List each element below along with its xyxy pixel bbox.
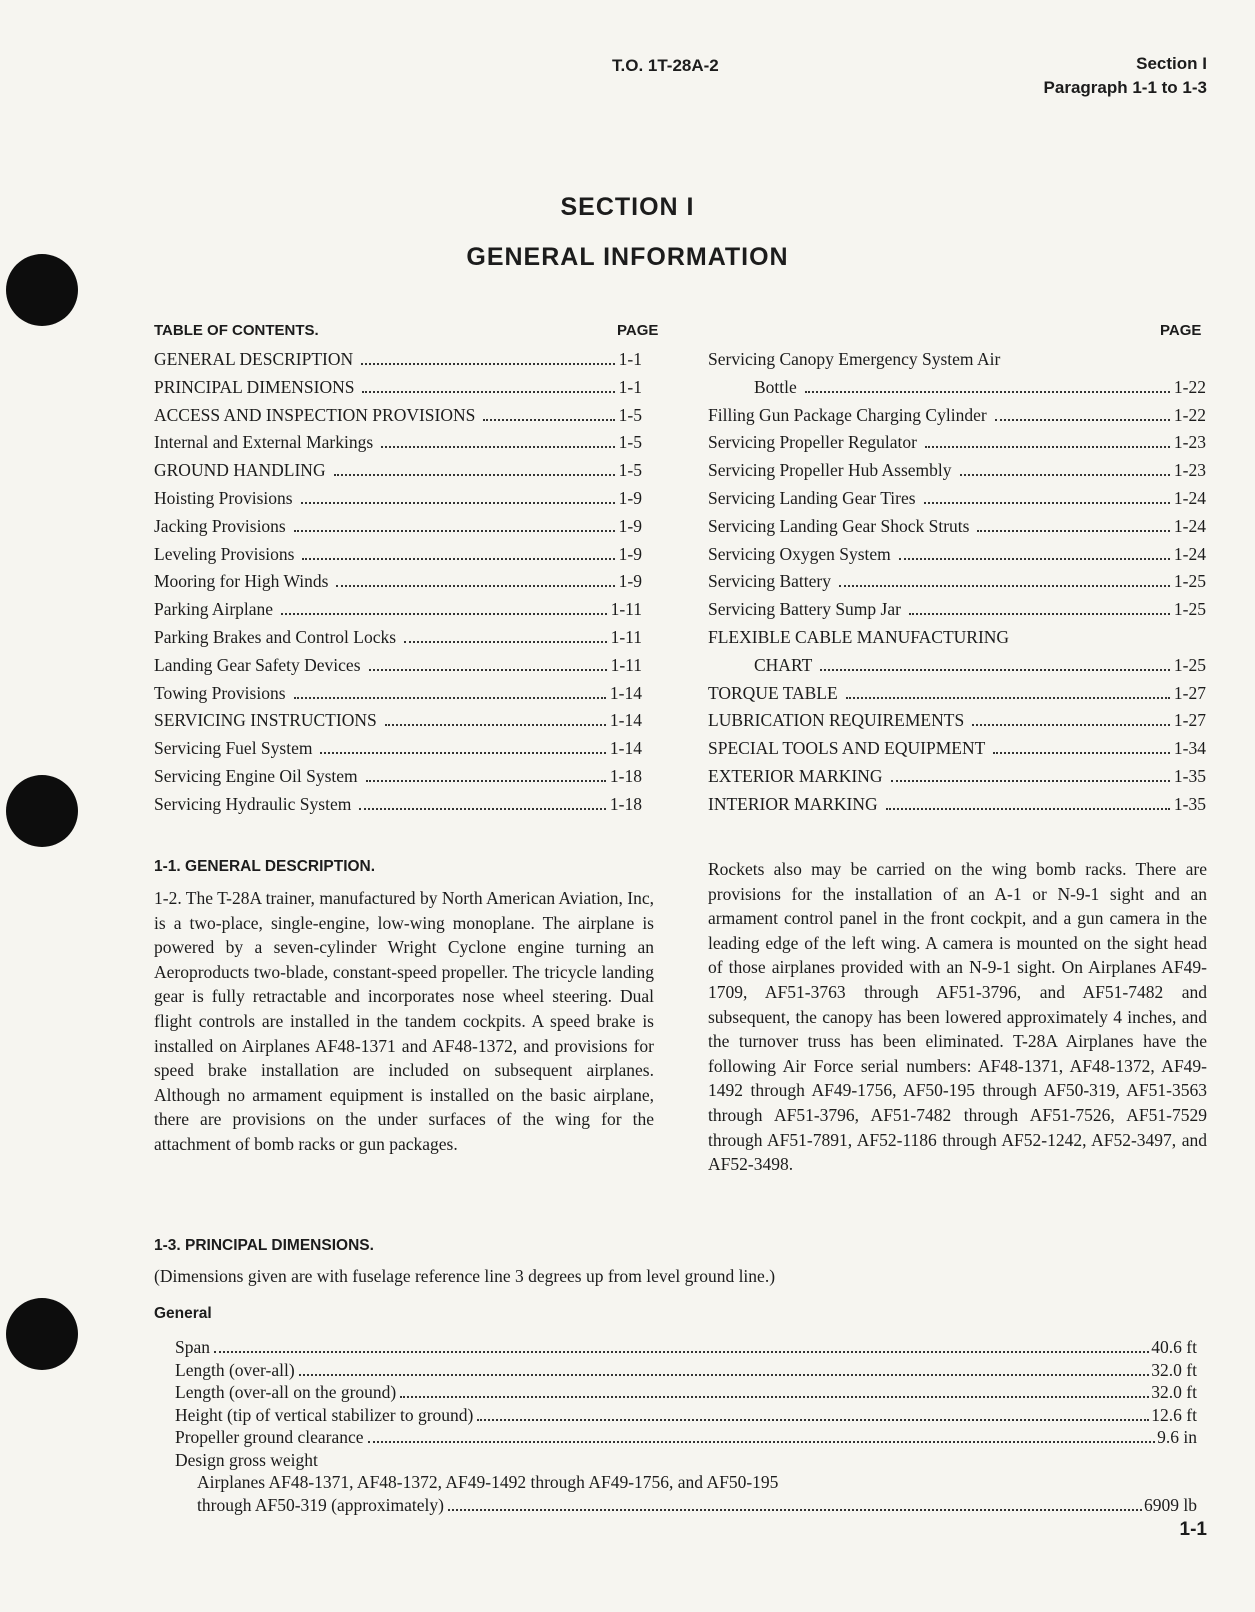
section-subtitle: GENERAL INFORMATION [466, 243, 789, 271]
dimension-value: 9.6 in [1157, 1427, 1197, 1447]
toc-entry-label: ACCESS AND INSPECTION PROVISIONS [154, 404, 476, 425]
binder-hole-bottom [6, 1298, 78, 1370]
dimensions-note: (Dimensions given are with fuselage reference line 3 degrees up from level ground line.) [154, 1266, 776, 1286]
dot-leader [972, 724, 1170, 726]
toc-entry-page: 1-27 [1173, 710, 1206, 731]
dimension-label: Height (tip of vertical stabilizer to ground) [175, 1404, 474, 1425]
toc-entry-label: Jacking Provisions [154, 515, 286, 536]
toc-entry-page: 1-25 [1173, 599, 1206, 620]
toc-entry-label: Internal and External Markings [154, 432, 374, 453]
toc-entry-page: 1-14 [609, 738, 642, 759]
toc-entry-label: Filling Gun Package Charging Cylinder [708, 404, 987, 425]
dot-leader [320, 752, 605, 754]
toc-heading: TABLE OF CONTENTS. [154, 322, 319, 339]
toc-entry-row [154, 571, 642, 599]
dimension-label: Propeller ground clearance [175, 1427, 364, 1447]
paragraph-1-2-text: 1-2. The T-28A trainer, manufactured by North American Aviation, Inc, is a two-place, single-engine, low-wing monoplane. The airplane is powered by a seven-cylinder Wright Cyclone engine turning an Aeroproducts two-blade, constant-speed propeller. The tricycle landing gear is fully retractable and incorporates nose wheel steering. Dual flight controls are installed in the tandem cockpits. A speed brake is installed on Airplanes AF48-1371 and AF48-1372, and provisions for speed brake installation are included on subsequent airplanes. Although no armament equipment is installed on the basic airplane, there are provisions on the under surfaces of the wing for the attachment of bomb racks or gun packages. [154, 888, 654, 1154]
dot-leader [361, 363, 615, 365]
dot-leader [899, 558, 1170, 560]
toc-entry-page: 1-22 [1173, 376, 1206, 397]
dimension-row [175, 1360, 1197, 1383]
dot-leader [925, 446, 1170, 448]
dot-leader [477, 1419, 1149, 1421]
dimension-value: 32.0 ft [1151, 1382, 1197, 1402]
dot-leader [404, 641, 607, 643]
toc-entry-label: Mooring for High Winds [154, 571, 329, 592]
dimension-value: 6909 lb [1144, 1494, 1197, 1515]
toc-page-label-left: PAGE [617, 322, 659, 339]
toc-entry-page: 1-11 [610, 626, 642, 647]
toc-entry-label: Servicing Oxygen System [708, 543, 891, 564]
toc-entry-label: Towing Provisions [154, 682, 286, 703]
dot-leader [362, 391, 614, 393]
toc-entry-page: 1-1 [618, 376, 642, 397]
paragraph-range: Paragraph 1-1 to 1-3 [1043, 78, 1207, 97]
toc-entry-row [708, 349, 1206, 377]
dot-leader [483, 419, 614, 421]
dot-leader [924, 502, 1170, 504]
toc-entry-label: LUBRICATION REQUIREMENTS [708, 710, 965, 731]
dimension-row [175, 1337, 1197, 1360]
dot-leader [960, 474, 1170, 476]
toc-entry-row [154, 766, 642, 794]
toc-entry-label: Servicing Propeller Regulator [708, 432, 917, 453]
toc-entry-label: SERVICING INSTRUCTIONS [154, 710, 377, 731]
toc-entry-row [154, 460, 642, 488]
dot-leader [448, 1509, 1142, 1511]
toc-entry-page: 1-23 [1173, 432, 1206, 453]
toc-entry-row [154, 488, 642, 516]
toc-entry-page: 1-14 [609, 682, 642, 703]
toc-entry-page: 1-5 [618, 404, 642, 425]
dot-leader [366, 780, 606, 782]
binder-hole-middle [6, 775, 78, 847]
toc-entry-row [154, 794, 642, 822]
toc-entry-page: 1-27 [1173, 682, 1206, 703]
toc-entry-page: 1-9 [618, 543, 642, 564]
toc-entry-label: Servicing Engine Oil System [154, 765, 358, 786]
toc-entry-row [708, 710, 1206, 738]
toc-entry-label: EXTERIOR MARKING [708, 765, 883, 786]
toc-entry-label: Leveling Provisions [154, 543, 295, 564]
dimension-row [175, 1495, 1197, 1518]
toc-entry-row [154, 377, 642, 405]
toc-entry-page: 1-9 [618, 487, 642, 508]
dimensions-list [175, 1337, 1197, 1517]
toc-entry-page: 1-24 [1173, 487, 1206, 508]
toc-left-column [154, 349, 642, 822]
dot-leader [368, 1441, 1156, 1443]
dimension-row [175, 1450, 1197, 1473]
general-subheading: General [154, 1305, 212, 1322]
toc-entry-row [708, 738, 1206, 766]
toc-entry-page: 1-14 [609, 710, 642, 731]
paragraph-1-3-heading: 1-3. PRINCIPAL DIMENSIONS. [154, 1237, 374, 1254]
toc-entry-row [154, 599, 642, 627]
toc-entry-label: Servicing Propeller Hub Assembly [708, 460, 952, 481]
toc-entry-label: Servicing Battery Sump Jar [708, 599, 901, 620]
section-title: SECTION I [560, 193, 695, 221]
dot-leader [400, 1396, 1149, 1398]
toc-entry-label: Servicing Battery [708, 571, 831, 592]
dimension-row [175, 1405, 1197, 1428]
toc-entry-page: 1-22 [1173, 404, 1206, 425]
toc-entry-row [708, 405, 1206, 433]
toc-entry-page: 1-1 [618, 349, 642, 369]
paragraph-1-1-heading: 1-1. GENERAL DESCRIPTION. [154, 858, 376, 875]
toc-entry-label: Servicing Canopy Emergency System Air [708, 349, 1001, 369]
dimension-row [175, 1472, 1197, 1495]
toc-entry-row [708, 571, 1206, 599]
toc-entry-label: CHART [754, 654, 813, 675]
dimension-value: 40.6 ft [1151, 1337, 1197, 1357]
dimension-row [175, 1382, 1197, 1405]
dot-leader [886, 808, 1170, 810]
dimension-value: 12.6 ft [1151, 1404, 1197, 1425]
dot-leader [891, 780, 1170, 782]
doc-number: T.O. 1T-28A-2 [612, 56, 719, 75]
toc-entry-row [154, 683, 642, 711]
dot-leader [846, 697, 1170, 699]
toc-entry-row [708, 460, 1206, 488]
dot-leader [214, 1351, 1149, 1353]
toc-entry-row [708, 683, 1206, 711]
toc-entry-page: 1-24 [1173, 543, 1206, 564]
toc-entry-row [708, 794, 1206, 822]
toc-entry-label: Parking Brakes and Control Locks [154, 626, 397, 647]
dot-leader [336, 585, 614, 587]
dot-leader [820, 669, 1170, 671]
toc-entry-page: 1-23 [1173, 460, 1206, 481]
toc-page-label-right: PAGE [1160, 322, 1202, 339]
toc-entry-page: 1-11 [610, 599, 642, 620]
toc-entry-label: INTERIOR MARKING [708, 793, 878, 814]
toc-entry-row [154, 405, 642, 433]
toc-entry-label: PRINCIPAL DIMENSIONS [154, 376, 355, 397]
dot-leader [385, 724, 606, 726]
dimension-label: Length (over-all on the ground) [175, 1382, 397, 1402]
page-number: 1-1 [1179, 1519, 1207, 1540]
toc-entry-row [708, 488, 1206, 516]
toc-entry-label: Servicing Hydraulic System [154, 793, 352, 814]
toc-entry-row [708, 544, 1206, 572]
section-label: Section I [1136, 54, 1207, 73]
dot-leader [299, 1374, 1150, 1376]
dot-leader [302, 558, 614, 560]
toc-entry-label: Bottle [754, 376, 797, 397]
toc-entry-row [154, 349, 642, 377]
dimension-label: Length (over-all) [175, 1359, 295, 1380]
toc-entry-row [708, 516, 1206, 544]
toc-entry-row [154, 710, 642, 738]
toc-entry-page: 1-5 [618, 460, 642, 481]
dot-leader [993, 752, 1170, 754]
toc-entry-label: GENERAL DESCRIPTION [154, 349, 354, 369]
dot-leader [281, 613, 606, 615]
toc-entry-page: 1-18 [609, 765, 642, 786]
dot-leader [977, 530, 1169, 532]
dot-leader [359, 808, 606, 810]
toc-entry-row [154, 738, 642, 766]
dimension-label: through AF50-319 (approximately) [197, 1494, 444, 1515]
toc-entry-label: Servicing Landing Gear Shock Struts [708, 515, 970, 536]
toc-entry-page: 1-25 [1173, 571, 1206, 592]
toc-entry-page: 1-9 [618, 571, 642, 592]
toc-entry-row [154, 627, 642, 655]
toc-entry-label: TORQUE TABLE [708, 682, 838, 703]
toc-entry-label: FLEXIBLE CABLE MANUFACTURING [708, 626, 1010, 647]
dot-leader [909, 613, 1170, 615]
dot-leader [369, 669, 607, 671]
toc-entry-label: SPECIAL TOOLS AND EQUIPMENT [708, 738, 986, 759]
toc-entry-label: Servicing Fuel System [154, 738, 313, 759]
toc-entry-row [154, 516, 642, 544]
toc-entry-label: Parking Airplane [154, 599, 274, 620]
dimension-label: Airplanes AF48-1371, AF48-1372, AF49-1492 through AF49-1756, and AF50-195 [197, 1472, 779, 1492]
dot-leader [294, 697, 606, 699]
section-header [1044, 52, 1207, 100]
dimension-row [175, 1427, 1197, 1450]
toc-entry-label: GROUND HANDLING [154, 460, 326, 481]
dimension-label: Span [175, 1337, 210, 1357]
toc-entry-page: 1-18 [609, 793, 642, 814]
toc-entry-row [708, 432, 1206, 460]
dot-leader [381, 446, 615, 448]
toc-entry-row [154, 432, 642, 460]
paragraph-1-2-continued-text: Rockets also may be carried on the wing bomb racks. There are provisions for the installation of an A-1 or N-9-1 sight and an armament control panel in the front cockpit, and a gun camera in the leading edge of the left wing. A camera is mounted on the sight head of those airplanes provided with an N-9-1 sight. On Airplanes AF49-1709, AF51-3763 through AF51-3796, and AF51-7482 and subsequent, the canopy has been lowered approximately 4 inches, and the turnover truss has been eliminated. T-28A Airplanes have the following Air Force serial numbers: AF48-1371, AF48-1372, AF49-1492 through AF49-1756, AF50-195 through AF50-319, AF51-3563 through AF51-3796, AF51-7482 through AF51-7526, AF51-7529 through AF51-7891, AF52-1186 through AF52-1242, AF52-3497, and AF52-3498. [708, 859, 1207, 1175]
toc-entry-label: Landing Gear Safety Devices [154, 654, 361, 675]
toc-entry-page: 1-24 [1173, 515, 1206, 536]
toc-entry-row [708, 627, 1206, 655]
toc-entry-row [708, 377, 1206, 405]
toc-entry-page: 1-11 [610, 654, 642, 675]
dot-leader [334, 474, 615, 476]
toc-entry-page: 1-5 [618, 432, 642, 453]
dimension-value: 32.0 ft [1151, 1359, 1197, 1380]
toc-entry-row [708, 766, 1206, 794]
toc-entry-label: Servicing Landing Gear Tires [708, 487, 916, 508]
toc-entry-page: 1-34 [1173, 738, 1206, 759]
dot-leader [995, 419, 1170, 421]
toc-entry-row [154, 544, 642, 572]
toc-entry-label: Hoisting Provisions [154, 487, 293, 508]
dot-leader [805, 391, 1170, 393]
dot-leader [301, 502, 615, 504]
toc-entry-page: 1-9 [618, 515, 642, 536]
dimension-label: Design gross weight [175, 1449, 318, 1470]
toc-right-column [708, 349, 1206, 822]
toc-entry-row [708, 599, 1206, 627]
toc-entry-row [708, 655, 1206, 683]
dot-leader [839, 585, 1170, 587]
toc-entry-page: 1-35 [1173, 793, 1206, 814]
toc-entry-page: 1-35 [1173, 765, 1206, 786]
dot-leader [294, 530, 615, 532]
toc-entry-page: 1-25 [1173, 654, 1206, 675]
toc-entry-row [154, 655, 642, 683]
